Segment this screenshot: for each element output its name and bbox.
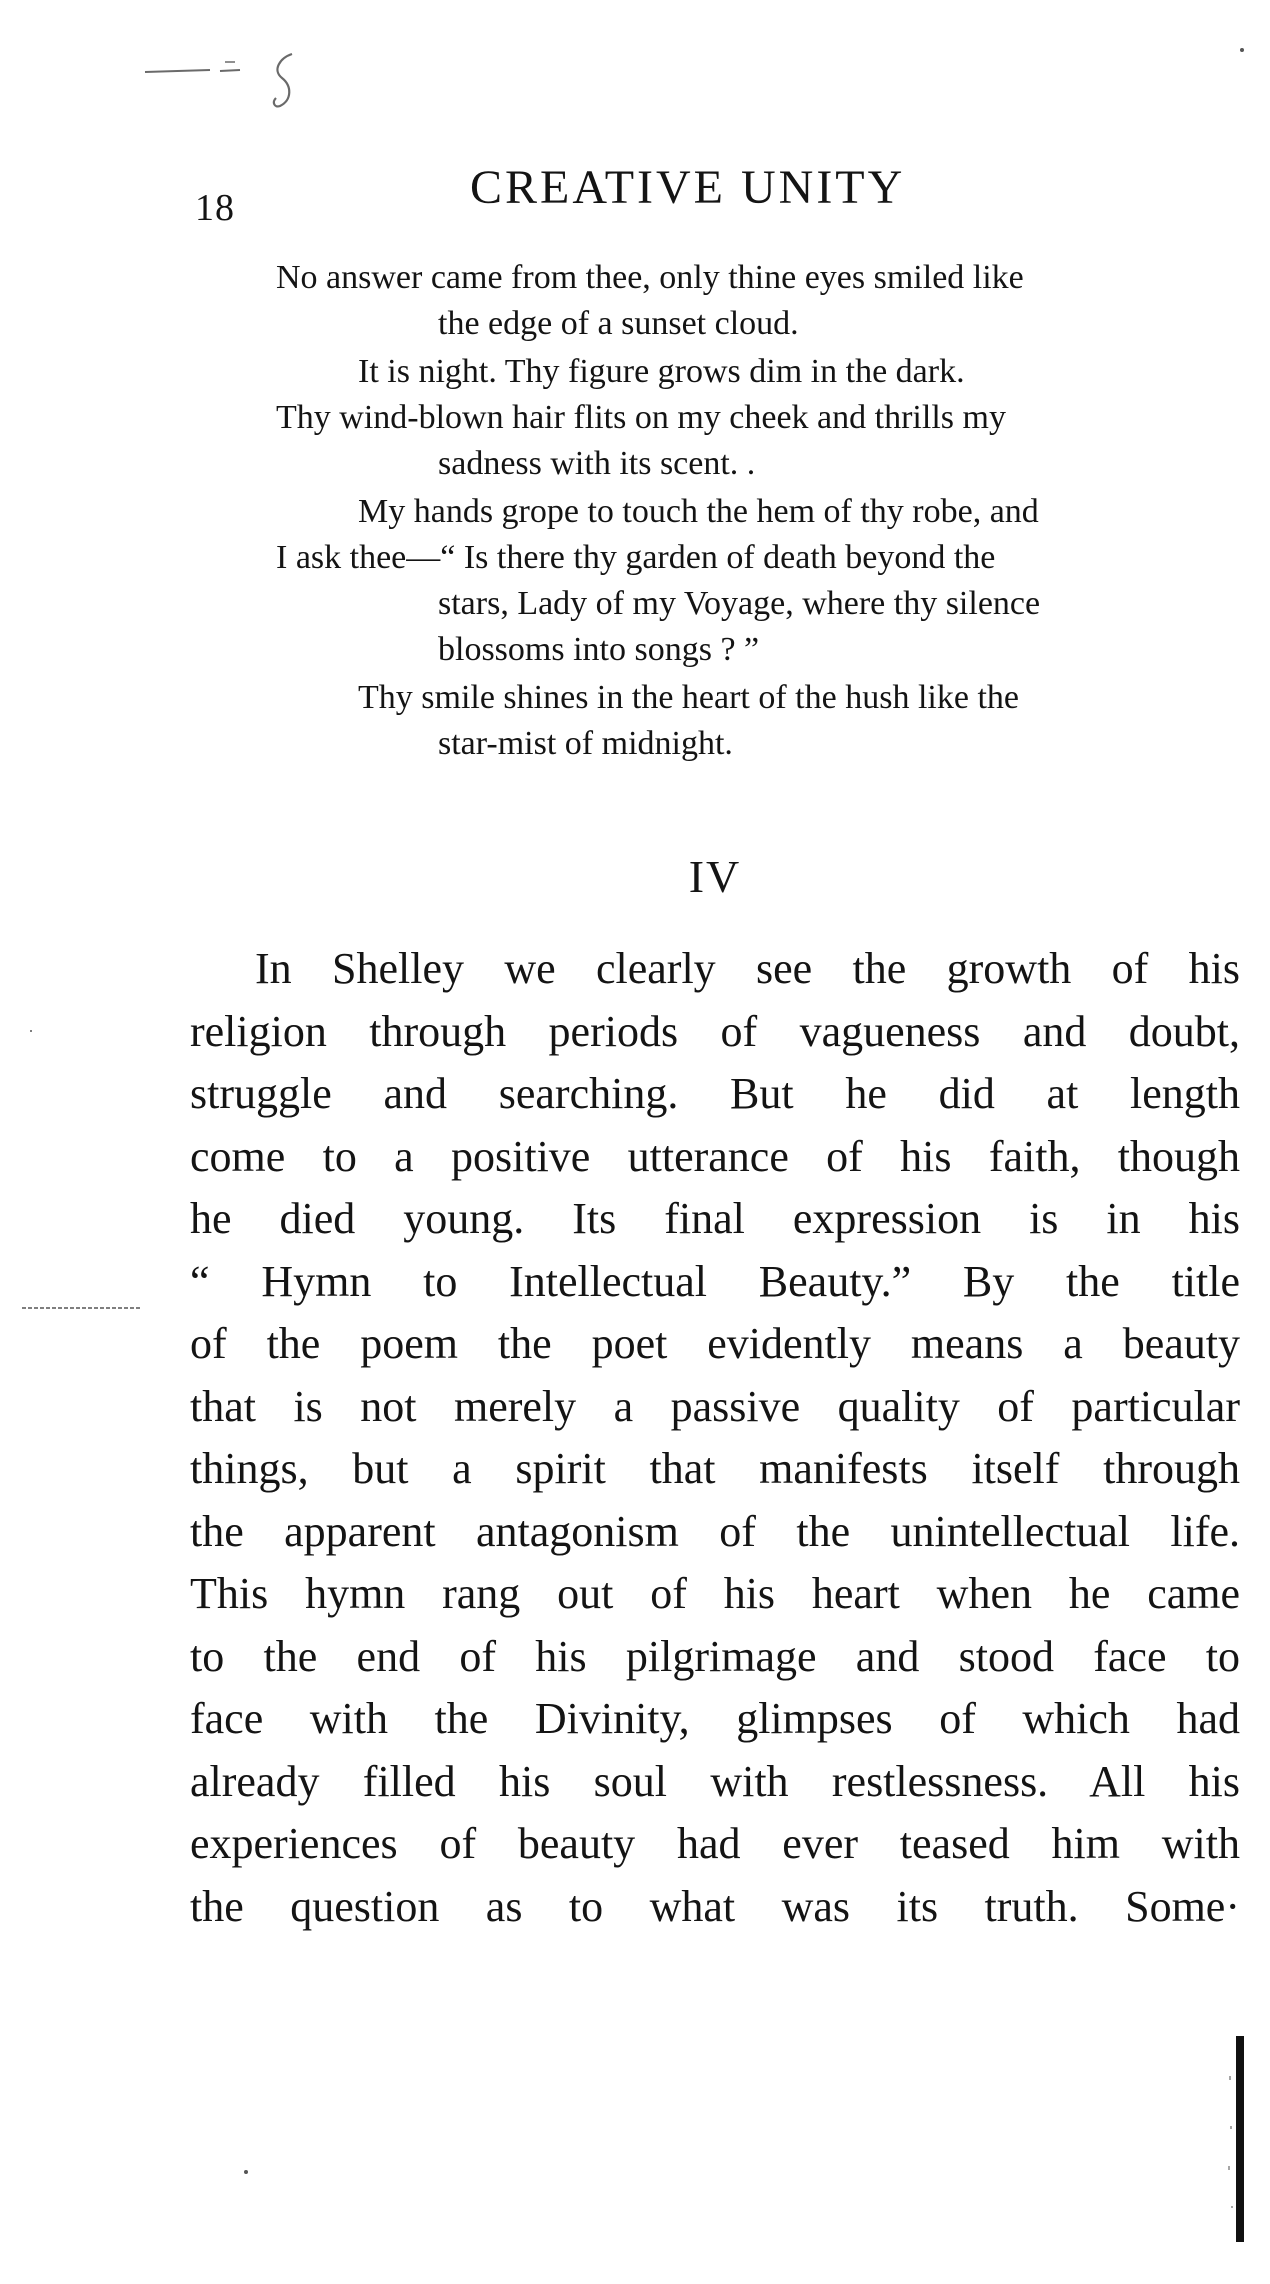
- poem-line: the edge of a sunset cloud.: [438, 305, 799, 342]
- prose-line: experiences of beauty had ever teased him with: [190, 1819, 1240, 1868]
- prose-line: face with the Divinity, glimpses of which had: [190, 1694, 1240, 1743]
- prose-line: come to a positive utterance of his faith, though: [190, 1131, 1240, 1181]
- prose-line: religion through periods of vagueness and doubt,: [190, 1006, 1240, 1056]
- poem-line: No answer came from thee, only thine eyes smiled like: [276, 259, 1024, 296]
- poem-line: sadness with its scent. .: [438, 445, 756, 482]
- prose-line: that is not merely a passive quality of particular: [190, 1381, 1240, 1431]
- poem-line: blossoms into songs ? ”: [438, 631, 760, 668]
- poem-line: My hands grope to touch the hem of thy robe, and: [358, 493, 1039, 530]
- poem-line: Thy wind-blown hair flits on my cheek and thrills my: [276, 399, 1006, 436]
- prose-line: of the poem the poet evidently means a beauty: [190, 1319, 1240, 1368]
- poem-line: I ask thee—“ Is there thy garden of death beyond the: [276, 539, 996, 576]
- page-number: 18: [195, 187, 235, 229]
- poem-line: stars, Lady of my Voyage, where thy silence: [438, 585, 1041, 622]
- margin-dash-mark: [22, 1305, 142, 1311]
- prose-line: “ Hymn to Intellectual Beauty.” By the title: [190, 1256, 1240, 1306]
- poem-line: star-mist of midnight.: [438, 725, 733, 762]
- prose-line: he died young. Its final expression is in his: [190, 1194, 1240, 1243]
- running-head: CREATIVE UNITY: [470, 161, 906, 214]
- prose-line: already filled his soul with restlessness. All his: [190, 1756, 1240, 1806]
- prose-line: This hymn rang out of his heart when he came: [190, 1569, 1240, 1618]
- prose-line: to the end of his pilgrimage and stood face to: [190, 1631, 1240, 1681]
- poem-line: Thy smile shines in the heart of the hush like the: [358, 679, 1019, 716]
- poem-line: It is night. Thy figure grows dim in the dark.: [358, 353, 965, 390]
- scan-speck: [1240, 48, 1244, 52]
- scan-edge-bar: [1226, 2036, 1250, 2242]
- section-numeral: IV: [688, 851, 742, 902]
- section-heading: [0, 850, 1270, 903]
- page-header: [195, 160, 1235, 230]
- prose-line: the question as to what was its truth. Some·: [190, 1881, 1240, 1931]
- prose-line: things, but a spirit that manifests itself through: [190, 1444, 1240, 1493]
- scan-speck: [244, 2170, 248, 2174]
- scan-speck: [30, 1030, 32, 1032]
- handwritten-pencil-mark: [140, 40, 310, 120]
- prose-line: struggle and searching. But he did at length: [190, 1069, 1240, 1118]
- prose-line: In Shelley we clearly see the growth of his: [255, 944, 1240, 993]
- prose-line: the apparent antagonism of the unintellectual life.: [190, 1506, 1240, 1556]
